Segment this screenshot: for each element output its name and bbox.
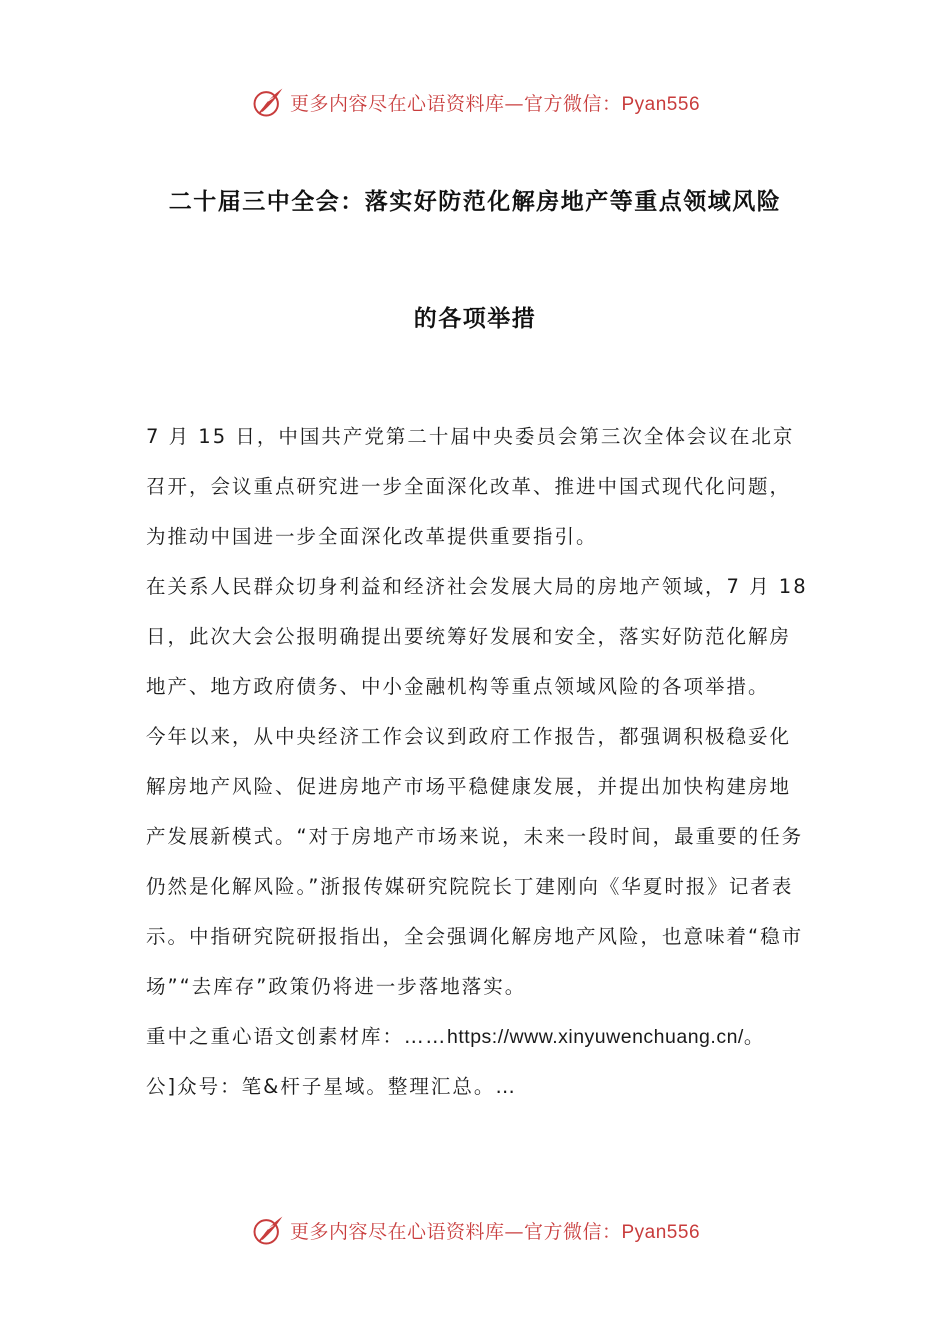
banner-text: 更多内容尽在心语资料库—官方微信：Pyan556 [289,1220,701,1243]
banner-wechat-id: Pyan556 [621,93,701,115]
promo-url-link[interactable]: https://www.xinyuwenchuang.cn/ [447,1026,744,1048]
paragraph-3: 今年以来，从中央经济工作会议到政府工作报告，都强调积极稳妥化解房地产风险、促进房地产市场平稳健康发展，并提出加快构建房地产发展新模式。“对于房地产市场来说，未来一段时间，最重要的任务仍然是化解风险。”浙报传媒研究院院长丁建刚向《华夏时报》记者表示。中指研究院研报指出，全会强调化解房地产风险，也意味着“稳市场”“去库存”政策仍将进一步落地落实。 [146,725,804,998]
banner-text: 更多内容尽在心语资料库—官方微信：Pyan556 [289,92,701,115]
header-banner [0,80,950,124]
promo-line-2: 公]众号：笔&杆子星域。整理汇总。… [146,1075,517,1098]
footer-banner [0,1208,950,1252]
article-title-line-2: 的各项举措 [413,305,537,332]
promo-line-1 [146,1012,808,1062]
promo-prefix: 重中之重心语文创素材库：…… [146,1025,448,1048]
banner-wechat-id: Pyan556 [621,1221,701,1243]
paragraph-2: 在关系人民群众切身利益和经济社会发展大局的房地产领域，7 月 18 日，此次大会公报明确提出要统筹好发展和安全，落实好防范化解房地产、地方政府债务、中小金融机构等重点领域风险的各项举措。 [146,575,808,698]
article-body [146,412,808,1112]
paragraph-1: 7 月 15 日，中国共产党第二十届中央委员会第三次全体会议在北京召开，会议重点研究进一步全面深化改革、推进中国式现代化问题，为推动中国进一步全面深化改革提供重要指引。 [146,425,795,548]
article-title-line-1: 二十届三中全会：落实好防范化解房地产等重点领域风险 [168,188,782,215]
quill-logo-icon [250,1212,286,1248]
quill-logo-icon [250,84,286,120]
promo-suffix: 。 [743,1025,766,1048]
